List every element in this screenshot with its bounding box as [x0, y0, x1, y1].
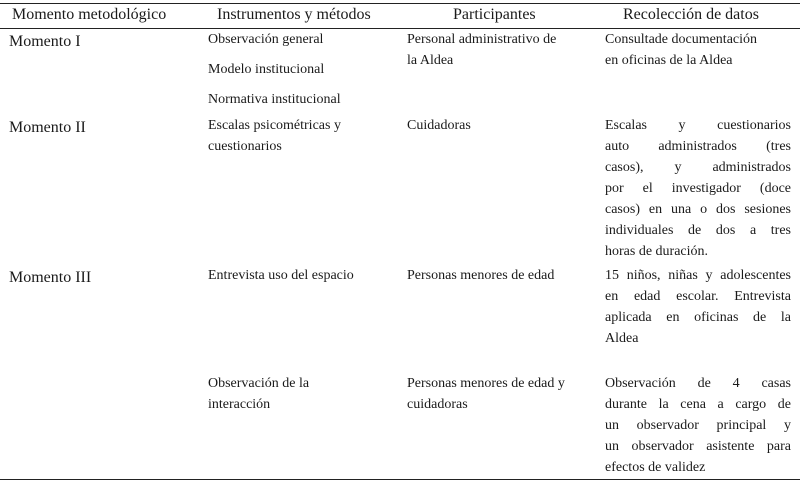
row-1-instrument: Observación general — [208, 32, 324, 47]
row-4-data-line: durante la cena a cargo de — [605, 397, 791, 412]
row-2-data-line: auto administrados (tres — [605, 139, 791, 154]
row-4-data-line: un observador asistente para — [605, 439, 791, 454]
row-1-instrument: Modelo institucional — [208, 62, 325, 77]
row-2-data-line: Escalas y cuestionarios — [605, 118, 791, 133]
row-4-data-line: Observación de 4 casas — [605, 376, 791, 391]
row-3-data-line: aplicada en oficinas de la — [605, 310, 791, 325]
row-1-participants — [407, 29, 587, 71]
row-3-data-collection — [605, 265, 791, 349]
row-1-instrument: Normativa institucional — [208, 92, 341, 107]
row-2-instrument-line: cuestionarios — [208, 139, 282, 154]
row-2-moment: Momento II — [9, 119, 86, 136]
row-1-data-line: Consultade documentación — [605, 32, 758, 47]
row-2-data-line: casos) en una o dos sesiones — [605, 202, 791, 217]
header-moment: Momento metodológico — [12, 6, 167, 23]
row-3-participants-line: Personas menores de edad — [407, 268, 555, 283]
row-2-participants — [407, 115, 587, 136]
row-4-data-line: un observador principal y — [605, 418, 791, 433]
row-2-data-line: individuales de dos a tres — [605, 223, 791, 238]
table-top-rule — [0, 3, 800, 4]
row-2-participants-line: Cuidadoras — [407, 118, 471, 133]
row-3-instrument-line: Entrevista uso del espacio — [208, 268, 354, 283]
row-2-instrument-line: Escalas psicométricas y — [208, 118, 341, 133]
row-3-instruments — [208, 265, 394, 286]
row-3-data-line: Aldea — [605, 331, 639, 346]
row-3-data-line: en edad escolar. Entrevista — [605, 289, 791, 304]
header-data-collection: Recolección de datos — [623, 6, 759, 23]
row-4-participants-line: cuidadoras — [407, 397, 468, 412]
row-1-participants-line: Personal administrativo de — [407, 32, 557, 47]
row-4-instruments — [208, 373, 394, 415]
row-1-data-collection — [605, 29, 791, 71]
row-2-instruments — [208, 115, 394, 157]
header-participants: Participantes — [453, 6, 536, 23]
row-3-data-line: 15 niños, niñas y adolescentes — [605, 268, 791, 283]
row-4-data-line: efectos de validez — [605, 460, 706, 475]
row-4-data-collection — [605, 373, 791, 478]
row-1-data-line: en oficinas de la Aldea — [605, 53, 733, 68]
row-4-instrument-line: interacción — [208, 397, 271, 412]
row-3-moment: Momento III — [9, 269, 92, 286]
row-2-data-collection — [605, 115, 791, 262]
row-1-participants-line: la Aldea — [407, 53, 454, 68]
row-1-moment: Momento I — [9, 33, 81, 50]
row-4-participants-line: Personas menores de edad y — [407, 376, 565, 391]
row-3-participants — [407, 265, 587, 286]
row-2-data-line: horas de duración. — [605, 244, 709, 259]
table-bottom-rule — [0, 479, 800, 480]
row-4-instrument-line: Observación de la — [208, 376, 310, 391]
row-2-data-line: casos), y administrados — [605, 160, 791, 175]
row-4-participants — [407, 373, 587, 415]
header-instruments: Instrumentos y métodos — [217, 6, 371, 23]
row-1-instruments — [208, 29, 394, 110]
row-2-data-line: por el investigador (doce — [605, 181, 791, 196]
